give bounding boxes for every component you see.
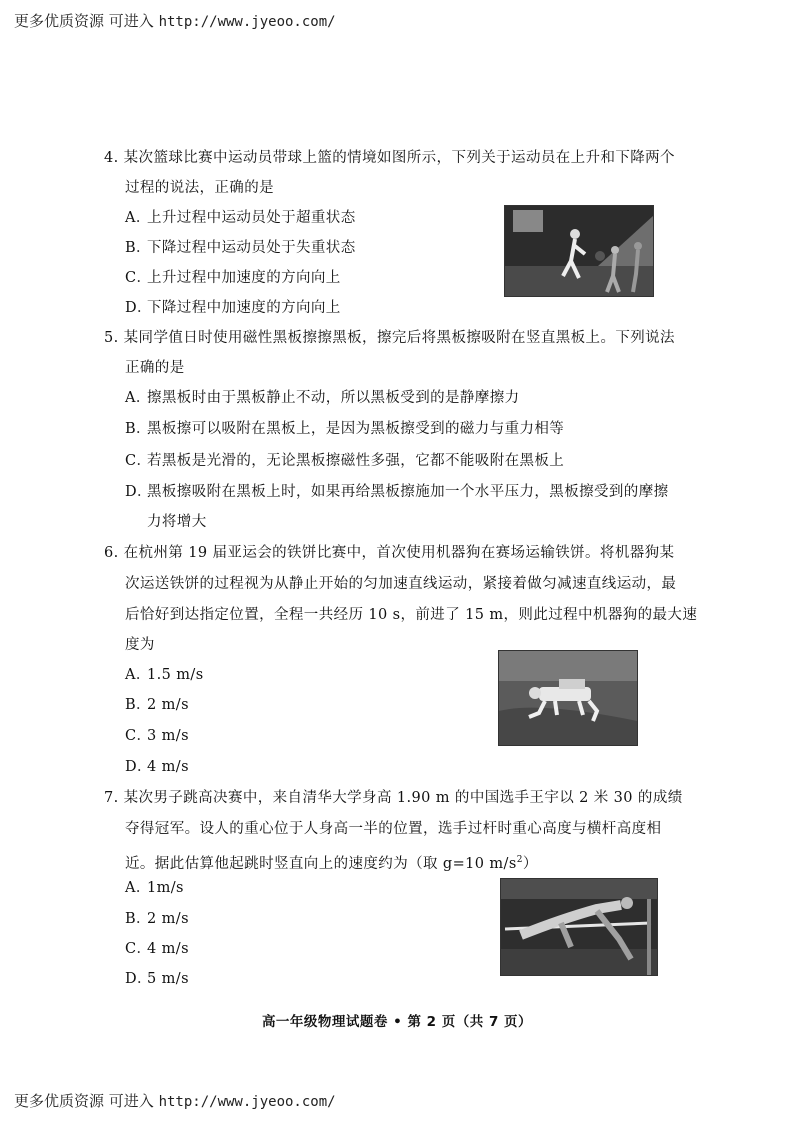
- page-footer: 高一年级物理试题卷 • 第 2 页（共 7 页）: [261, 1014, 533, 1030]
- q7-number: 7.: [104, 790, 119, 806]
- banner-text: 更多优质资源 可进入: [14, 12, 154, 30]
- banner-text: 更多优质资源 可进入: [14, 1092, 154, 1110]
- basketball-photo: [504, 205, 654, 297]
- q6-stem-line-2: 次运送铁饼的过程视为从静止开始的匀加速直线运动，紧接着做匀减速直线运动，最: [125, 576, 677, 592]
- banner-url[interactable]: http://www.jyeoo.com/: [158, 14, 336, 30]
- q6-stem-line-1: 6. 在杭州第 19 届亚运会的铁饼比赛中，首次使用机器狗在赛场运输铁饼。将机器狗某: [104, 545, 675, 561]
- q7-stem-line-3: 近。据此估算他起跳时竖直向上的速度约为（取 g=10 $m/s^2$）: [125, 855, 538, 872]
- q4-stem-line-1: 4. 某次篮球比赛中运动员带球上篮的情境如图所示，下列关于运动员在上升和下降两个: [104, 150, 675, 166]
- q4-stem-line-2: 过程的说法，正确的是: [125, 180, 274, 196]
- q6-option-b: B．2 m/s: [125, 697, 189, 713]
- q5-option-a: A．擦黑板时由于黑板静止不动，所以黑板受到的是静摩擦力: [125, 390, 520, 406]
- q5-option-d: D．黑板擦吸附在黑板上时，如果再给黑板擦施加一个水平压力，黑板擦受到的摩擦: [125, 484, 669, 500]
- jyeoo-banner-bottom: [14, 1090, 336, 1111]
- q6-number: 6.: [104, 545, 119, 561]
- q6-stem-line-4: 度为: [125, 637, 155, 653]
- q5-option-d-cont: 力将增大: [147, 514, 207, 530]
- q7-option-c: C．4 m/s: [125, 941, 189, 957]
- q5-number: 5.: [104, 330, 119, 346]
- q5-option-c: C．若黑板是光滑的，无论黑板擦磁性多强，它都不能吸附在黑板上: [125, 453, 565, 469]
- q7-stem-line-2: 夺得冠军。设人的重心位于人身高一半的位置，选手过杆时重心高度与横杆高度相: [125, 821, 662, 837]
- superscript-2: 2: [516, 855, 523, 865]
- q4-option-a: A．上升过程中运动员处于超重状态: [125, 210, 356, 226]
- banner-url[interactable]: http://www.jyeoo.com/: [158, 1094, 336, 1110]
- q6-stem-line-3: 后恰好到达指定位置，全程一共经历 10 s，前进了 15 m，则此过程中机器狗的最大速: [125, 607, 698, 623]
- robot-dog-photo: [498, 650, 638, 746]
- q5-stem-line-2: 正确的是: [125, 360, 185, 376]
- q6-option-c: C．3 m/s: [125, 728, 189, 744]
- q7-option-d: D．5 m/s: [125, 971, 189, 987]
- q4-option-b: B．下降过程中运动员处于失重状态: [125, 240, 356, 256]
- jyeoo-banner-top: [14, 10, 336, 31]
- q4-option-c: C．上升过程中加速度的方向向上: [125, 270, 341, 286]
- q7-option-b: B．2 m/s: [125, 911, 189, 927]
- high-jump-photo: [500, 878, 658, 976]
- q7-option-a: A．1m/s: [125, 880, 184, 896]
- q5-stem-line-1: 5. 某同学值日时使用磁性黑板擦擦黑板，擦完后将黑板擦吸附在竖直黑板上。下列说法: [104, 330, 675, 346]
- q4-option-d: D．下降过程中加速度的方向向上: [125, 300, 341, 316]
- q6-option-d: D．4 m/s: [125, 759, 189, 775]
- q4-number: 4.: [104, 150, 119, 166]
- q5-option-b: B．黑板擦可以吸附在黑板上，是因为黑板擦受到的磁力与重力相等: [125, 421, 565, 437]
- q7-stem-line-1: 7. 某次男子跳高决赛中，来自清华大学身高 1.90 m 的中国选手王宇以 2 米 30 的成绩: [104, 790, 683, 806]
- q6-option-a: A．1.5 m/s: [125, 667, 204, 683]
